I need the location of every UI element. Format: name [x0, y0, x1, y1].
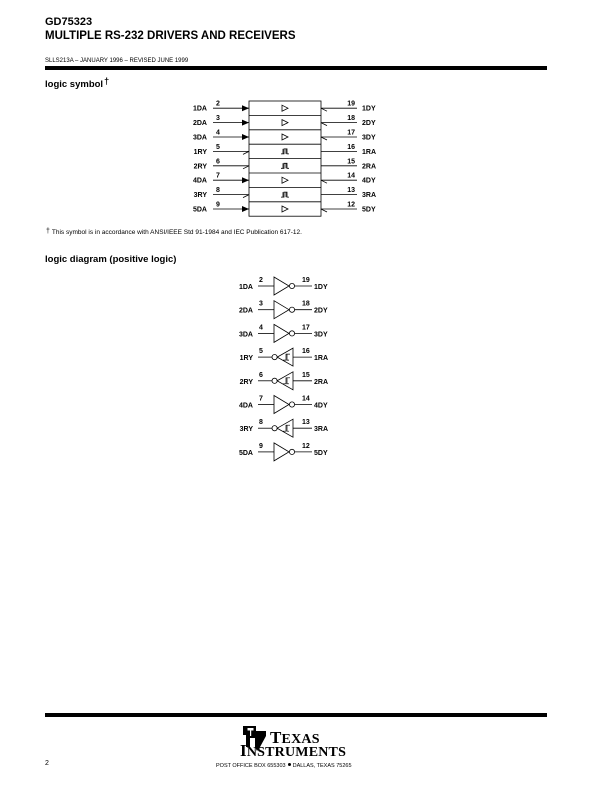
- logic-diagram-heading: logic diagram (positive logic): [45, 254, 177, 265]
- symbol-output-pin: 19: [347, 100, 355, 108]
- negation-mark-icon: [243, 166, 249, 169]
- receiver-buffer-icon: [277, 372, 293, 390]
- diagram-output-name: 5DY: [314, 449, 328, 457]
- symbol-input-pin: 2: [216, 100, 220, 108]
- footnote-mark: †: [46, 228, 50, 235]
- diagram-output-pin: 14: [302, 395, 310, 403]
- symbol-input-name: 5DA: [192, 206, 207, 214]
- logo-instruments-initial: I: [240, 741, 247, 760]
- diagram-input-name: 4DA: [238, 402, 253, 410]
- inversion-bubble-icon: [289, 331, 294, 336]
- symbol-output-pin: 13: [347, 187, 355, 195]
- logo-texas-rest: EXAS: [281, 732, 320, 747]
- diagram-output-pin: 19: [302, 277, 310, 284]
- driver-buffer-icon: [274, 301, 289, 319]
- symbol-input-pin: 5: [216, 143, 220, 151]
- driver-buffer-icon: [274, 277, 289, 295]
- input-arrow-icon: [242, 105, 249, 111]
- input-arrow-icon: [242, 177, 249, 183]
- driver-buffer-icon: [274, 443, 289, 461]
- logo-texas-initial: T: [270, 728, 282, 747]
- driver-buffer-icon: [274, 324, 289, 342]
- symbol-output-name: 5DY: [362, 206, 376, 214]
- logic-symbol-heading-text: logic symbol: [45, 79, 104, 90]
- buffer-symbol-icon: [282, 105, 288, 111]
- diagram-input-pin: 4: [259, 324, 263, 332]
- inversion-bubble-icon: [289, 283, 294, 288]
- diagram-input-name: 2RY: [239, 378, 253, 386]
- diagram-output-name: 2RA: [314, 378, 329, 386]
- negation-mark-icon: [243, 151, 249, 154]
- symbol-input-pin: 9: [216, 201, 220, 209]
- symbol-input-name: 4DA: [192, 177, 207, 185]
- diagram-input-pin: 9: [259, 442, 263, 450]
- symbol-output-name: 1DY: [362, 105, 376, 113]
- diagram-input-pin: 2: [259, 277, 263, 284]
- symbol-input-pin: 4: [216, 129, 220, 137]
- diagram-input-name: 5DA: [238, 449, 253, 457]
- diagram-output-name: 4DY: [314, 402, 328, 410]
- buffer-symbol-icon: [282, 177, 288, 183]
- hysteresis-symbol-icon: [281, 163, 289, 168]
- bullet-icon: [288, 763, 291, 766]
- document-title: MULTIPLE RS-232 DRIVERS AND RECEIVERS: [45, 30, 296, 42]
- symbol-output-name: 3RA: [362, 192, 377, 200]
- symbol-input-name: 1RY: [193, 148, 207, 156]
- symbol-output-pin: 15: [347, 158, 355, 166]
- logo-instruments: [240, 741, 347, 760]
- diagram-input-name: 1RY: [239, 355, 253, 363]
- symbol-input-pin: 3: [216, 115, 220, 123]
- input-arrow-icon: [242, 206, 249, 212]
- diagram-input-pin: 3: [259, 300, 263, 308]
- diagram-input-name: 1DA: [238, 284, 253, 291]
- symbol-output-pin: 12: [347, 201, 355, 209]
- inversion-bubble-icon: [289, 307, 294, 312]
- input-arrow-icon: [242, 120, 249, 126]
- footnote-dagger: †: [104, 76, 110, 86]
- diagram-output-name: 3DY: [314, 331, 328, 339]
- diagram-input-pin: 7: [259, 395, 263, 403]
- input-arrow-icon: [242, 134, 249, 140]
- diagram-input-name: 3DA: [238, 331, 253, 339]
- buffer-symbol-icon: [282, 134, 288, 140]
- hysteresis-symbol-icon: [283, 425, 290, 431]
- symbol-output-name: 4DY: [362, 177, 376, 185]
- diagram-output-name: 1RA: [314, 355, 329, 363]
- hysteresis-symbol-icon: [283, 378, 290, 384]
- diagram-output-pin: 12: [302, 442, 310, 450]
- symbol-output-name: 2RA: [362, 163, 377, 171]
- negation-mark-icon: [321, 108, 327, 111]
- negation-mark-icon: [321, 180, 327, 183]
- symbol-output-pin: 18: [347, 115, 355, 123]
- page-number: 2: [45, 760, 49, 767]
- diagram-input-name: 3RY: [239, 426, 253, 434]
- diagram-output-pin: 17: [302, 324, 310, 332]
- symbol-input-name: 2RY: [193, 163, 207, 171]
- footnote: [46, 228, 302, 237]
- diagram-input-pin: 6: [259, 371, 263, 379]
- inversion-bubble-icon: [289, 402, 294, 407]
- symbol-input-name: 1DA: [192, 105, 207, 113]
- symbol-output-pin: 14: [347, 172, 355, 180]
- receiver-buffer-icon: [277, 348, 293, 366]
- diagram-output-pin: 16: [302, 348, 310, 356]
- hysteresis-symbol-icon: [281, 149, 289, 154]
- footer-address: [216, 763, 352, 769]
- inversion-bubble-icon: [289, 449, 294, 454]
- symbol-output-name: 1RA: [362, 148, 377, 156]
- symbol-output-pin: 16: [347, 143, 355, 151]
- diagram-output-name: 1DY: [314, 284, 328, 291]
- logo-instruments-rest: NSTRUMENTS: [246, 745, 347, 760]
- negation-mark-icon: [321, 209, 327, 212]
- document-id: SLLS213A – JANUARY 1996 – REVISED JUNE 1999: [45, 58, 189, 64]
- hysteresis-symbol-icon: [281, 192, 289, 197]
- symbol-input-name: 3DA: [192, 134, 207, 142]
- receiver-buffer-icon: [277, 419, 293, 437]
- negation-mark-icon: [321, 123, 327, 126]
- driver-buffer-icon: [274, 396, 289, 414]
- address-city: DALLAS, TEXAS 75265: [292, 763, 352, 769]
- symbol-output-name: 2DY: [362, 120, 376, 128]
- symbol-input-pin: 7: [216, 172, 220, 180]
- negation-mark-icon: [321, 137, 327, 140]
- diagram-output-pin: 18: [302, 300, 310, 308]
- symbol-input-pin: 8: [216, 187, 220, 195]
- symbol-input-pin: 6: [216, 158, 220, 166]
- footnote-text: This symbol is in accordance with ANSI/IEEE Std 91-1984 and IEC Publication 617-12.: [51, 229, 302, 236]
- buffer-symbol-icon: [282, 206, 288, 212]
- diagram-output-pin: 15: [302, 371, 310, 379]
- address-box: POST OFFICE BOX 655303: [216, 763, 286, 769]
- negation-mark-icon: [243, 195, 249, 198]
- buffer-symbol-icon: [282, 120, 288, 126]
- diagram-output-pin: 13: [302, 419, 310, 427]
- symbol-input-name: 2DA: [192, 120, 207, 128]
- diagram-input-name: 2DA: [238, 307, 253, 315]
- symbol-input-name: 3RY: [193, 192, 207, 200]
- symbol-output-name: 3DY: [362, 134, 376, 142]
- diagram-input-pin: 5: [259, 348, 263, 356]
- diagram-output-name: 2DY: [314, 307, 328, 315]
- symbol-output-pin: 17: [347, 129, 355, 137]
- part-number: GD75323: [45, 16, 93, 28]
- hysteresis-symbol-icon: [283, 354, 290, 360]
- diagram-input-pin: 8: [259, 419, 263, 427]
- footer-rule: [45, 713, 547, 717]
- diagram-output-name: 3RA: [314, 426, 329, 434]
